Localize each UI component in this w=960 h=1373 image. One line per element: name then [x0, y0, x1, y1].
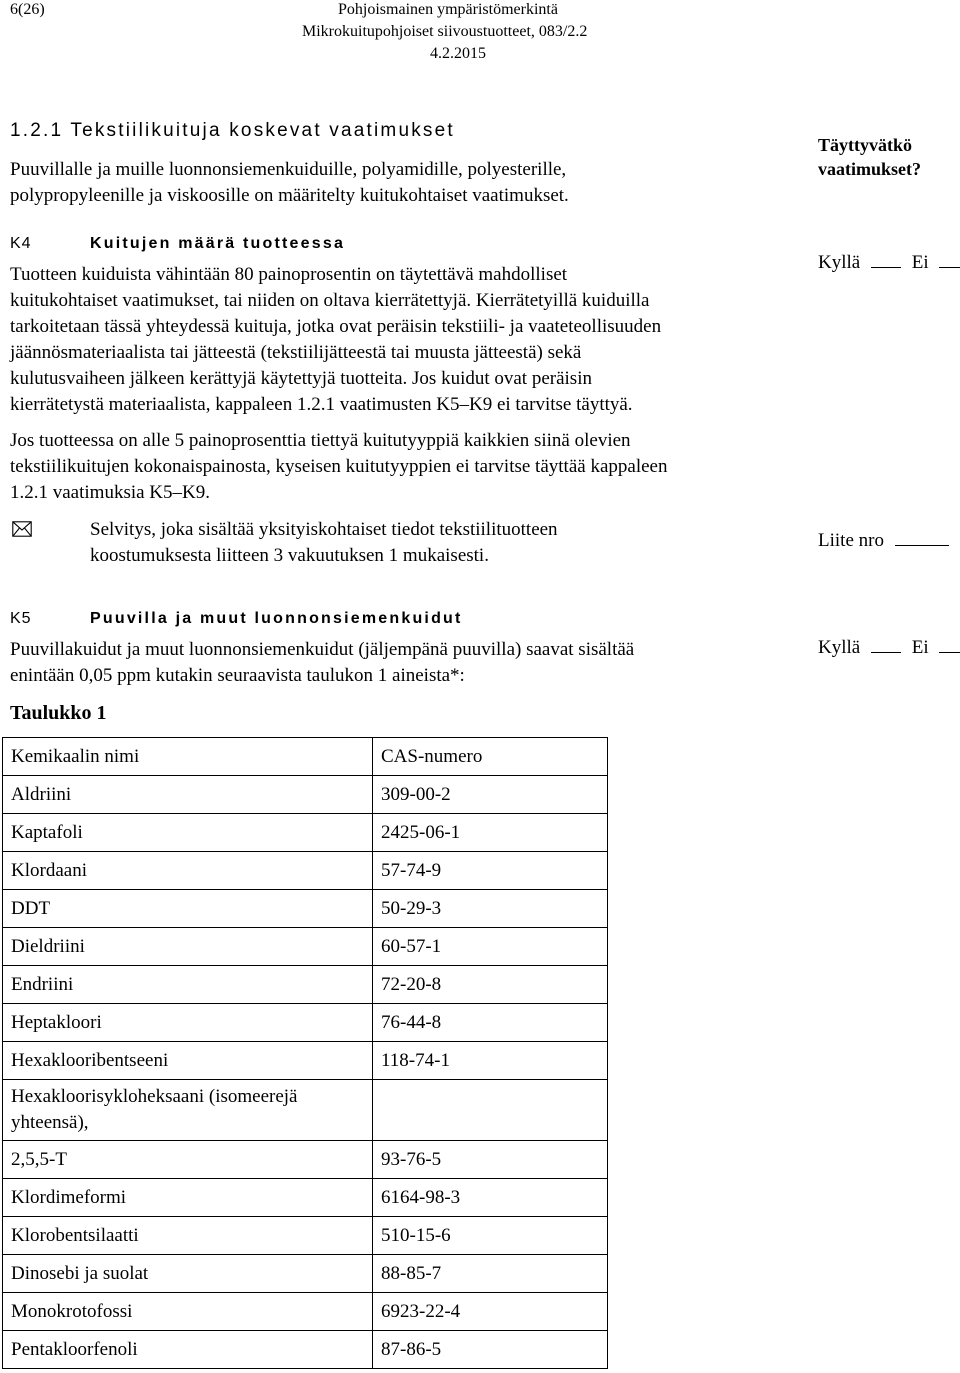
attachment-label: Liite nro: [818, 530, 884, 551]
table-row: [3, 1042, 608, 1080]
side-column-title: [818, 133, 921, 181]
cas-number: 6923-22-4: [373, 1293, 608, 1331]
chemical-name: Monokrotofossi: [3, 1293, 373, 1331]
k5-yes-field[interactable]: [871, 638, 901, 653]
k4-paragraph-2: [10, 428, 667, 506]
table-row: [3, 928, 608, 966]
table-row: [3, 1004, 608, 1042]
cas-number: 60-57-1: [373, 928, 608, 966]
table-row: [3, 1217, 608, 1255]
cas-number: 76-44-8: [373, 1004, 608, 1042]
cas-number: 88-85-7: [373, 1255, 608, 1293]
k4-yes-label: Kyllä: [818, 252, 861, 273]
page-number: 6(26): [10, 1, 45, 18]
k4-line: tarkoitetaan tässä yhteydessä kuituja, jotka ovat peräisin tekstiili- ja vaateteollisuuden: [10, 316, 662, 337]
cas-number: 118-74-1: [373, 1042, 608, 1080]
cas-number: 2425-06-1: [373, 814, 608, 852]
k4-yes-field[interactable]: [871, 253, 901, 268]
chemical-name: Hexakloorisykloheksaani (isomeerejä yhteensä),: [3, 1080, 373, 1141]
side-title-line-1: Täyttyvätkö: [818, 135, 912, 155]
k4-answer: [818, 250, 960, 276]
k4-code: K4: [10, 235, 32, 252]
k4-line: kulutusvaiheen jälkeen kerättyjä käytettyjä tuotteita. Jos kuidut ovat peräisin: [10, 368, 592, 389]
cas-number: 6164-98-3: [373, 1179, 608, 1217]
k4-line: kuitukohtaiset vaatimukset, tai niiden on oltava kierrätettyjä. Kierrätetyillä kuiduilla: [10, 290, 650, 311]
chemical-name: Dinosebi ja suolat: [3, 1255, 373, 1293]
k4-title: Kuitujen määrä tuotteessa: [90, 235, 346, 252]
table-row: [3, 852, 608, 890]
k4-doc-line: Selvitys, joka sisältää yksityiskohtaiset tiedot tekstiilituotteen: [90, 519, 558, 540]
table-header-row: [3, 738, 608, 776]
k4-para2-line: Jos tuotteessa on alle 5 painoprosenttia tiettyä kuitutyyppiä kaikkien siinä olevien: [10, 430, 631, 451]
k4-line: kierrätetystä materiaalista, kappaleen 1.2.1 vaatimusten K5–K9 ei tarvitse täyttyä.: [10, 394, 633, 415]
section-title: 1.2.1 Tekstiilikuituja koskevat vaatimukset: [10, 120, 455, 141]
chemical-name: Dieldriini: [3, 928, 373, 966]
k4-documentation: [90, 517, 558, 569]
chemical-name: Klorobentsilaatti: [3, 1217, 373, 1255]
chemical-name: Pentakloorfenoli: [3, 1331, 373, 1369]
intro-line-2: polypropyleenille ja viskoosille on määritelty kuitukohtaiset vaatimukset.: [10, 185, 569, 206]
cas-number: [373, 1080, 608, 1141]
table-title: Taulukko 1: [10, 702, 107, 724]
chemical-name: DDT: [3, 890, 373, 928]
chemical-name: Klordimeformi: [3, 1179, 373, 1217]
k5-no-field[interactable]: [939, 638, 960, 653]
k5-no-label: Ei: [911, 637, 929, 658]
k4-para2-line: tekstiilikuitujen kokonaispainosta, kyseisen kuitutyyppien ei tarvitse täyttää kappaleen: [10, 456, 668, 477]
cas-number: 50-29-3: [373, 890, 608, 928]
header-chemical-name: Kemikaalin nimi: [3, 738, 373, 776]
k4-doc-line: koostumuksesta liitteen 3 vakuutuksen 1 mukaisesti.: [90, 545, 489, 566]
k5-title: Puuvilla ja muut luonnonsiemenkuidut: [90, 610, 463, 627]
side-title-line-2: vaatimukset?: [818, 159, 921, 179]
attachment-number-field[interactable]: [895, 531, 949, 546]
chemical-name: Aldriini: [3, 776, 373, 814]
cas-number: 309-00-2: [373, 776, 608, 814]
k4-attachment: [818, 528, 949, 554]
chemical-name: Klordaani: [3, 852, 373, 890]
cas-number: 57-74-9: [373, 852, 608, 890]
table-row: [3, 776, 608, 814]
table-row: [3, 1179, 608, 1217]
k5-code: K5: [10, 610, 32, 627]
chemical-name: Hexaklooribentseeni: [3, 1042, 373, 1080]
table-row: [3, 890, 608, 928]
header-date: 4.2.2015: [430, 45, 486, 62]
table-row: [3, 814, 608, 852]
cas-number: 72-20-8: [373, 966, 608, 1004]
k4-line: Tuotteen kuiduista vähintään 80 painoprosentin on täytettävä mahdolliset: [10, 264, 568, 285]
table-row: [3, 966, 608, 1004]
cas-number: 93-76-5: [373, 1141, 608, 1179]
k5-body: [10, 637, 634, 689]
header-document: Mikrokuitupohjoiset siivoustuotteet, 083/2.2: [302, 23, 588, 40]
header-cas-number: CAS-numero: [373, 738, 608, 776]
k4-no-label: Ei: [911, 252, 929, 273]
table-row: [3, 1255, 608, 1293]
table-row: [3, 1331, 608, 1369]
k4-no-field[interactable]: [939, 253, 960, 268]
chemical-name: Endriini: [3, 966, 373, 1004]
envelope-icon: [12, 521, 32, 537]
chemical-table: [2, 737, 608, 1369]
k4-body: [10, 262, 661, 418]
intro-line-1: Puuvillalle ja muille luonnonsiemenkuiduille, polyamidille, polyesterille,: [10, 159, 567, 180]
chemical-name: Heptakloori: [3, 1004, 373, 1042]
cas-number: 87-86-5: [373, 1331, 608, 1369]
k4-para2-line: 1.2.1 vaatimuksia K5–K9.: [10, 482, 211, 503]
table-row: [3, 1293, 608, 1331]
chemical-name: Kaptafoli: [3, 814, 373, 852]
k4-line: jäännösmateriaalista tai jätteestä (tekstiilijätteestä tai muusta jätteestä) sekä: [10, 342, 582, 363]
k5-line: Puuvillakuidut ja muut luonnonsiemenkuidut (jäljempänä puuvilla) saavat sisältää: [10, 639, 635, 660]
header-organization: Pohjoismainen ympäristömerkintä: [338, 1, 558, 18]
k5-answer: [818, 635, 960, 661]
k5-yes-label: Kyllä: [818, 637, 861, 658]
chemical-name: 2,5,5-T: [3, 1141, 373, 1179]
table-row: [3, 1080, 608, 1141]
k5-line: enintään 0,05 ppm kutakin seuraavista taulukon 1 aineista*:: [10, 665, 465, 686]
table-row: [3, 1141, 608, 1179]
cas-number: 510-15-6: [373, 1217, 608, 1255]
